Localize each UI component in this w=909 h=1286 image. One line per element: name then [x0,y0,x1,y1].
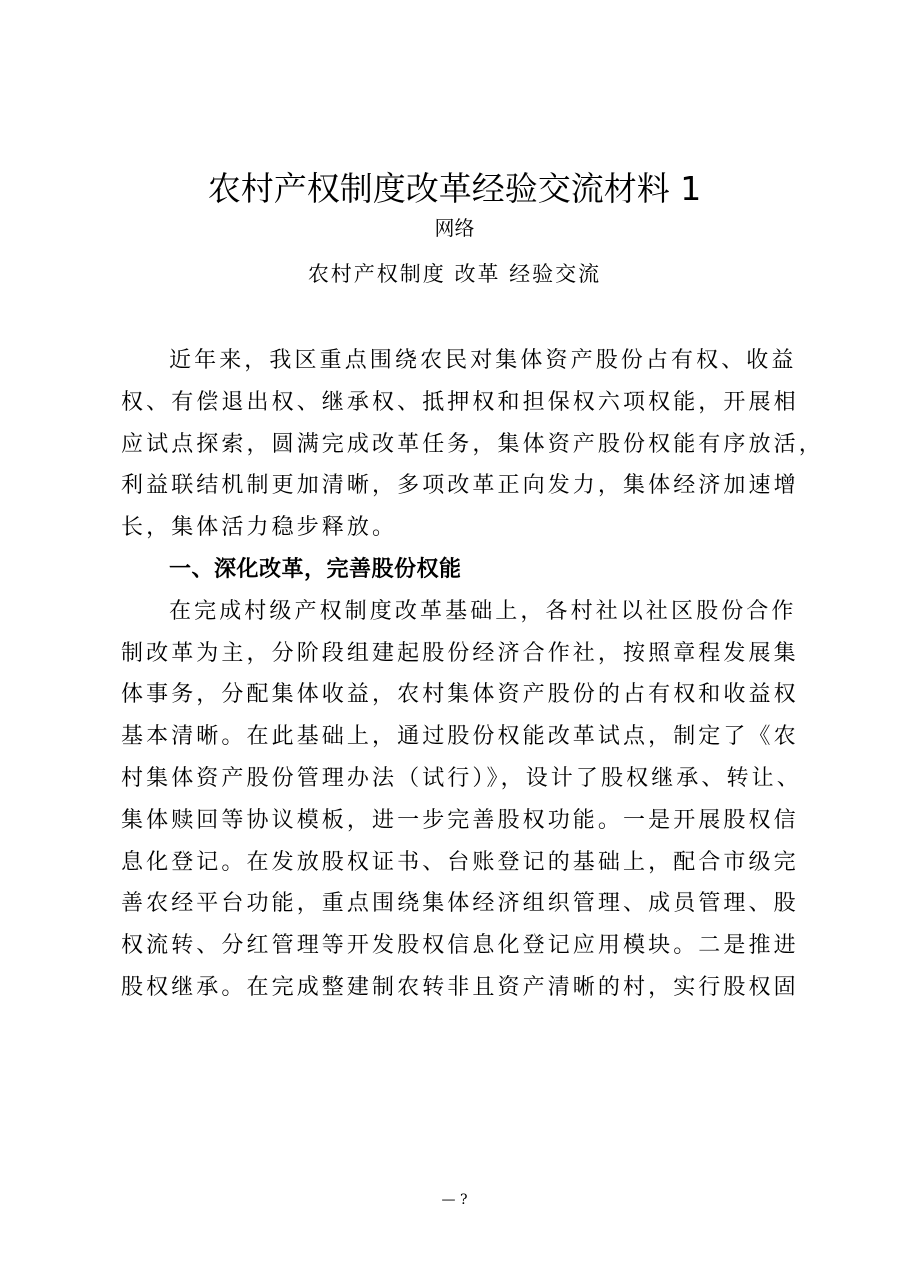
paragraph-2-line-3: 体事务，分配集体收益，农村集体资产股份的占有权和收益权 [121,682,799,708]
paragraph-2-line-5: 村集体资产股份管理办法（试行）》，设计了股权继承、转让、 [121,765,802,791]
paragraph-1-line-4: 利益联结机制更加清晰，多项改革正向发力，集体经济加速增 [121,473,799,499]
paragraph-2-line-10: 股权继承。在完成整建制农转非且资产清晰的村，实行股权固 [121,974,799,1000]
paragraph-1-line-5: 长，集体活力稳步释放。 [121,515,398,541]
page-number: — ? [441,1192,468,1208]
document-title: 农村产权制度改革经验交流材料 1 [207,169,702,208]
paragraph-2-line-6: 集体赎回等协议模板，进一步完善股权功能。一是开展股权信 [121,807,799,833]
paragraph-1-line-2: 权、有偿退出权、继承权、抵押权和担保权六项权能，开展相 [121,389,799,415]
paragraph-1-line-1: 近年来，我区重点围绕农民对集体资产股份占有权、收益 [169,348,797,373]
paragraph-2-line-2: 制改革为主，分阶段组建起股份经济合作社，按照章程发展集 [121,640,799,666]
paragraph-2-line-8: 善农经平台功能，重点围绕集体经济组织管理、成员管理、股 [121,891,799,917]
paragraph-2-line-7: 息化登记。在发放股权证书、台账登记的基础上，配合市级完 [121,849,799,875]
paragraph-2-line-4: 基本清晰。在此基础上，通过股份权能改革试点，制定了《农 [121,724,799,750]
paragraph-2-line-9: 权流转、分红管理等开发股权信息化登记应用模块。二是推进 [121,933,799,959]
document-body [121,340,824,1009]
paragraph-2-line-1: 在完成村级产权制度改革基础上，各村社以社区股份合作 [169,598,797,624]
section-heading-1: 一、深化改革，完善股份权能 [169,556,462,582]
document-keywords: 农村产权制度 改革 经验交流 [307,262,602,286]
paragraph-1-line-3: 应试点探索，圆满完成改革任务，集体资产股份权能有序放活， [121,431,824,457]
document-author: 网络 [434,216,475,240]
